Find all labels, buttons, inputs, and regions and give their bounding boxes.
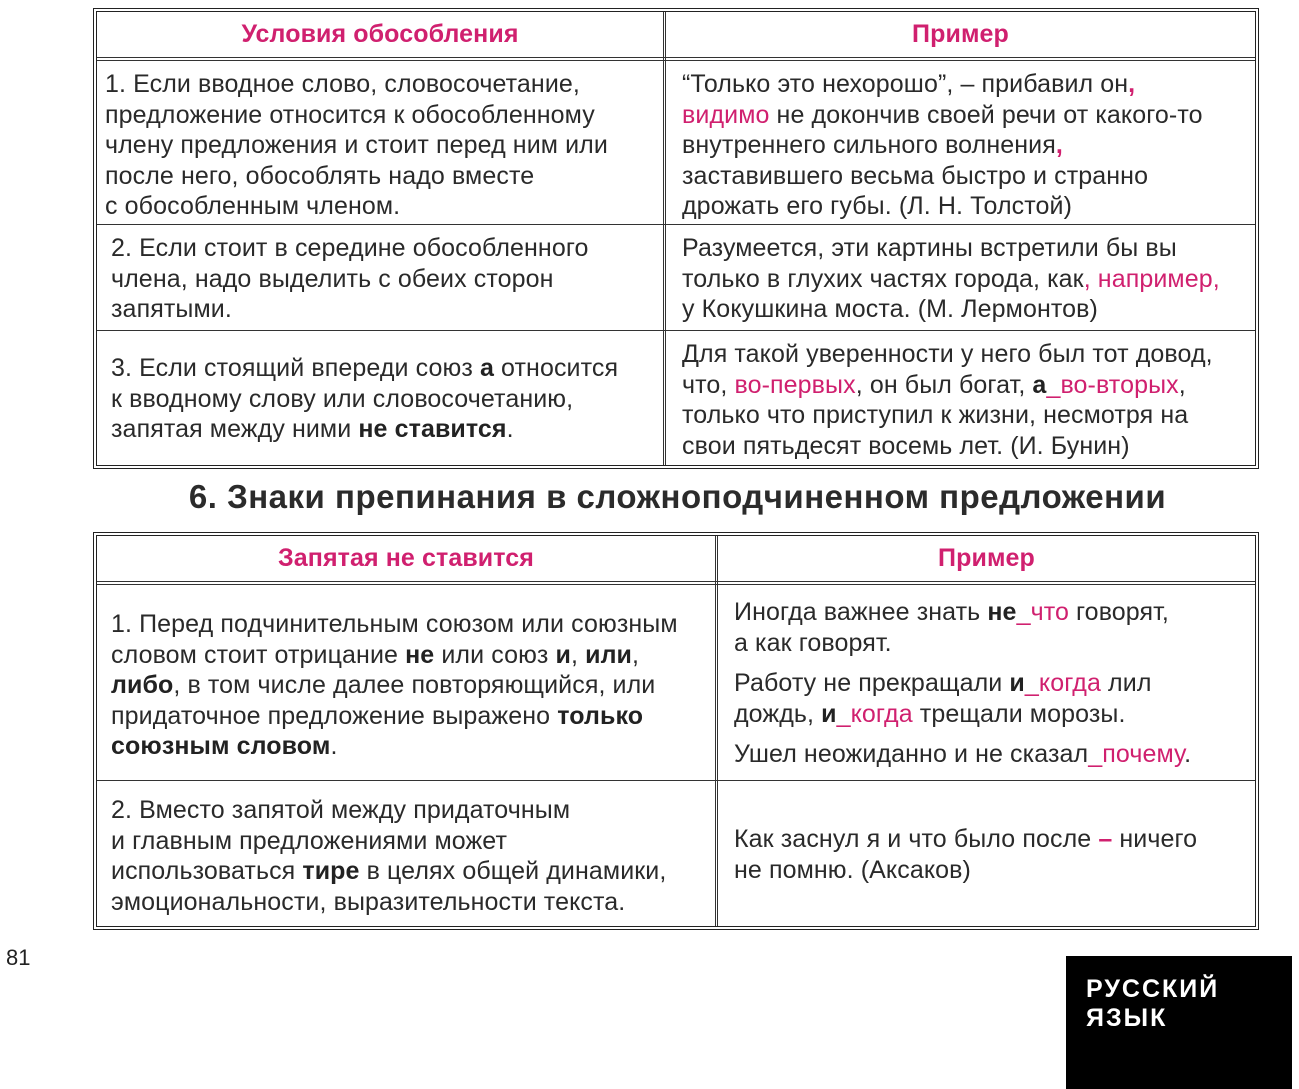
example-cell bbox=[676, 225, 1255, 330]
condition-cell bbox=[97, 585, 715, 780]
example-text: что, bbox=[682, 370, 735, 399]
example-text: говорят, bbox=[1068, 598, 1169, 626]
condition-text: в целях общей динамики, bbox=[359, 857, 667, 885]
text-line bbox=[111, 670, 715, 701]
bold-term: тире bbox=[302, 857, 360, 885]
bold-term: и bbox=[821, 699, 837, 728]
condition-text: , bbox=[571, 640, 586, 669]
text-line: а как говорят. bbox=[734, 628, 892, 657]
header-example: Пример bbox=[938, 544, 1035, 572]
condition-text: словом стоит отрицание bbox=[111, 640, 406, 669]
text-line bbox=[111, 701, 715, 732]
bold-term: а bbox=[1032, 370, 1047, 399]
example-cell bbox=[728, 585, 1255, 780]
example-text: внутреннего сильного волнения bbox=[682, 131, 1056, 159]
dash-highlight: – bbox=[1098, 825, 1113, 853]
highlighted-word: _почему bbox=[1088, 740, 1185, 768]
condition-text: . bbox=[506, 415, 514, 443]
bold-term: и bbox=[555, 640, 572, 669]
example-cell bbox=[676, 61, 1255, 224]
condition-text: использоваться bbox=[111, 857, 303, 885]
example-text: ничего bbox=[1112, 825, 1198, 853]
bold-term: а bbox=[479, 354, 494, 382]
text-line: к вводному слову или словосочетанию, bbox=[111, 384, 574, 413]
bold-term: не bbox=[405, 640, 435, 669]
text-line bbox=[734, 699, 1255, 730]
text-line bbox=[111, 731, 715, 762]
condition-text: придаточное предложение выражено bbox=[111, 701, 558, 730]
table-row bbox=[97, 780, 1255, 926]
highlighted-word: _когда bbox=[836, 699, 913, 728]
bold-term: или bbox=[585, 640, 633, 669]
text-line bbox=[111, 353, 663, 384]
text-line bbox=[734, 668, 1255, 699]
table-complex-sentence bbox=[93, 532, 1259, 930]
text-line: предложение относится к обособленному bbox=[105, 100, 595, 129]
example-text: Иногда важнее знать bbox=[734, 598, 988, 626]
text-line bbox=[734, 824, 1255, 855]
condition-cell bbox=[97, 61, 663, 224]
text-line: не помню. (Аксаков) bbox=[734, 855, 971, 884]
text-line bbox=[682, 69, 1255, 100]
table-row bbox=[97, 60, 1255, 224]
highlighted-word: _когда bbox=[1024, 669, 1102, 697]
text-line: эмоциональности, выразительности текста. bbox=[111, 887, 626, 916]
text-line: члена, надо выделить с обеих сторон bbox=[111, 264, 554, 293]
highlighted-word: во-первых bbox=[734, 370, 856, 399]
bold-term: и bbox=[1009, 669, 1025, 697]
example-text: . bbox=[1184, 740, 1192, 768]
bold-term: либо bbox=[111, 671, 174, 699]
text-line bbox=[682, 100, 1255, 131]
text-line: свои пятьдесят восемь лет. (И. Бунин) bbox=[682, 431, 1130, 460]
text-line bbox=[682, 264, 1255, 295]
text-line: 1. Если вводное слово, словосочетание, bbox=[105, 70, 580, 98]
bold-term: только bbox=[557, 701, 644, 730]
punctuation-highlight: , bbox=[1055, 131, 1063, 159]
example-cell bbox=[728, 781, 1255, 926]
condition-text: , в том числе далее повторяющийся, или bbox=[173, 671, 656, 699]
example-cell bbox=[676, 331, 1255, 469]
section-title: 6. Знаки препинания в сложноподчиненном предложении bbox=[188, 478, 1167, 515]
bold-term: не ставится bbox=[358, 415, 507, 443]
condition-text: относится bbox=[493, 354, 619, 382]
text-line bbox=[111, 640, 715, 671]
table-row bbox=[97, 224, 1255, 330]
condition-cell bbox=[97, 331, 663, 469]
text-line: после него, обособлять надо вместе bbox=[105, 161, 535, 190]
example-text: Как заснул я и что было после bbox=[734, 825, 1099, 853]
text-line: с обособленным членом. bbox=[105, 192, 401, 220]
text-line bbox=[682, 130, 1255, 161]
text-line: запятыми. bbox=[111, 295, 232, 323]
condition-cell bbox=[97, 225, 663, 330]
condition-text: запятая между ними bbox=[111, 415, 359, 443]
text-line: Для такой уверенности у него был тот довод, bbox=[682, 340, 1213, 368]
text-line bbox=[734, 597, 1255, 628]
subject-badge: РУССКИЙ ЯЗЫК bbox=[1066, 956, 1292, 1089]
example-text: , bbox=[1178, 370, 1186, 399]
example-text: , он был богат, bbox=[855, 370, 1033, 399]
example-text: не докончив своей речи от какого-то bbox=[769, 100, 1203, 129]
text-line: только что приступил к жизни, несмотря на bbox=[682, 401, 1189, 429]
condition-text: или союз bbox=[434, 640, 556, 669]
text-line: 1. Перед подчинительным союзом или союзным bbox=[111, 610, 678, 638]
example-text: Ушел неожиданно и не сказал bbox=[734, 740, 1089, 768]
condition-text: . bbox=[330, 732, 338, 760]
highlighted-word: _во-вторых bbox=[1046, 370, 1179, 399]
bold-term: не bbox=[987, 598, 1017, 626]
table-header-row bbox=[97, 536, 1255, 582]
condition-text: 3. Если стоящий впереди союз bbox=[111, 354, 480, 382]
text-line bbox=[111, 856, 715, 887]
example-text: “Только это нехорошо”, – прибавил он bbox=[682, 70, 1129, 98]
text-line bbox=[111, 414, 663, 445]
highlighted-word: _что bbox=[1016, 598, 1069, 626]
text-line: 2. Если стоит в середине обособленного bbox=[111, 234, 589, 262]
text-line: 2. Вместо запятой между придаточным bbox=[111, 796, 571, 824]
table-header-row bbox=[97, 12, 1255, 58]
text-line: у Кокушкина моста. (М. Лермонтов) bbox=[682, 295, 1098, 323]
text-line: дрожать его губы. (Л. Н. Толстой) bbox=[682, 192, 1073, 220]
highlighted-word: , например, bbox=[1083, 264, 1220, 293]
header-conditions: Условия обособления bbox=[241, 20, 519, 48]
text-line: заставившего весьма быстро и странно bbox=[682, 161, 1149, 190]
condition-cell bbox=[97, 781, 715, 926]
text-line bbox=[734, 739, 1255, 770]
page-number: 81 bbox=[6, 945, 31, 970]
text-line: Разумеется, эти картины встретили бы вы bbox=[682, 234, 1177, 262]
bold-term: союзным словом bbox=[111, 732, 331, 760]
example-text: трещали морозы. bbox=[912, 699, 1126, 728]
text-line: члену предложения и стоит перед ним или bbox=[105, 131, 608, 159]
text-line bbox=[682, 370, 1255, 401]
example-text: лил bbox=[1101, 669, 1152, 697]
text-line: и главным предложениями может bbox=[111, 826, 508, 855]
punctuation-highlight: , bbox=[1128, 70, 1136, 98]
highlighted-word: видимо bbox=[682, 100, 770, 129]
example-text: Работу не прекращали bbox=[734, 669, 1010, 697]
table-row bbox=[97, 584, 1255, 780]
table-row bbox=[97, 330, 1255, 469]
example-text: только в глухих частях города, как bbox=[682, 264, 1084, 293]
header-no-comma: Запятая не ставится bbox=[278, 544, 534, 572]
table-conditions bbox=[93, 8, 1259, 469]
example-text: дождь, bbox=[734, 699, 822, 728]
condition-text: , bbox=[632, 640, 640, 669]
header-example: Пример bbox=[912, 20, 1009, 48]
